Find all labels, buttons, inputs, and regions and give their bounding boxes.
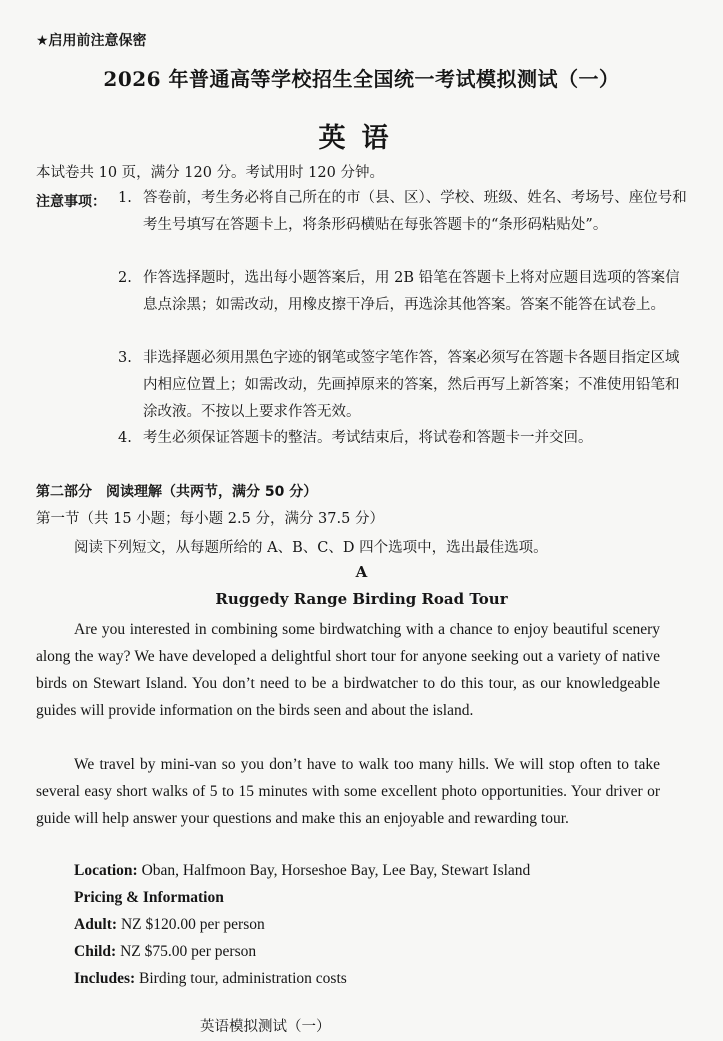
notes-label: 注意事项： — [36, 194, 106, 210]
note-text: 考生必须保证答题卡的整洁。考试结束后，将试卷和答题卡一并交回。 — [143, 430, 593, 446]
note-text: 作答选择题时，选出每小题答案后，用 2B 铅笔在答题卡上将对应题目选项的答案信息点涂黑；如需改动，用橡皮擦干净后，再选涂其他答案。答案不能答在试卷上。 — [143, 270, 680, 313]
note-number: 1. — [118, 190, 132, 206]
includes-label: Includes: — [74, 970, 136, 987]
adult-label: Adult: — [74, 916, 118, 933]
location-line — [74, 862, 530, 880]
confidential-notice: ★启用前注意保密 — [36, 33, 147, 49]
note-item — [118, 425, 693, 452]
note-item — [118, 265, 693, 319]
subsection-title: 第一节（共 15 小题；每小题 2.5 分，满分 37.5 分） — [36, 511, 384, 527]
exam-title: 2026 年普通高等学校招生全国统一考试模拟测试（一） — [103, 67, 620, 91]
passage-letter: A — [355, 563, 368, 581]
adult-price: NZ $120.00 per person — [120, 916, 265, 933]
includes-line — [74, 970, 347, 988]
note-item — [118, 185, 693, 239]
passage-title: Ruggedy Range Birding Road Tour — [215, 590, 508, 608]
includes-value: Birding tour, administration costs — [139, 970, 347, 987]
subject-title: 英语 — [318, 123, 405, 154]
child-price: NZ $75.00 per person — [120, 943, 257, 960]
location-label: Location: — [74, 862, 138, 879]
child-label: Child: — [74, 943, 117, 960]
child-price-line — [74, 943, 256, 961]
page-footer: 英语模拟测试（一） — [200, 1019, 331, 1035]
note-text: 非选择题必须用黑色字迹的钢笔或签字笔作答，答案必须写在答题卡各题目指定区域内相应位置上；如需改动，先画掉原来的答案，然后再写上新答案；不准使用铅笔和涂改液。不按以上要求作答无效。 — [143, 350, 680, 420]
exam-intro: 本试卷共 10 页，满分 120 分。考试用时 120 分钟。 — [36, 165, 384, 181]
pricing-heading-text: Pricing & Information — [74, 889, 224, 906]
adult-price-line — [74, 916, 265, 934]
note-number: 3. — [118, 350, 132, 366]
pricing-heading — [74, 889, 224, 907]
location-value: Oban, Halfmoon Bay, Horseshoe Bay, Lee Bay, Stewart Island — [141, 862, 531, 879]
reading-instruction: 阅读下列短文，从每题所给的 A、B、C、D 四个选项中，选出最佳选项。 — [74, 540, 548, 556]
note-item — [118, 345, 693, 426]
note-number: 2. — [118, 270, 132, 286]
note-text: 答卷前，考生务必将自己所在的市（县、区）、学校、班级、姓名、考场号、座位号和考生号填写在答题卡上，将条形码横贴在每张答题卡的“条形码粘贴处”。 — [143, 190, 687, 233]
passage-paragraph: Are you interested in combining some birdwatching with a chance to enjoy beautiful scenery along the way? We have developed a delightful short tour for anyone seeking out a variety of native birds on Stewart Island. You don’t need to be a birdwatcher to do this tour, as our knowledgeable guides will provide information on the birds seen and about the island. — [36, 621, 660, 719]
passage-paragraph: We travel by mini-van so you don’t have to walk too many hills. We will stop often to take several easy short walks of 5 to 15 minutes with some excellent photo opportunities. Your driver or guide will help answer your questions and make this an enjoyable and rewarding tour. — [36, 756, 660, 827]
section-title: 第二部分 阅读理解（共两节，满分 50 分） — [36, 484, 318, 500]
note-number: 4. — [118, 430, 132, 446]
